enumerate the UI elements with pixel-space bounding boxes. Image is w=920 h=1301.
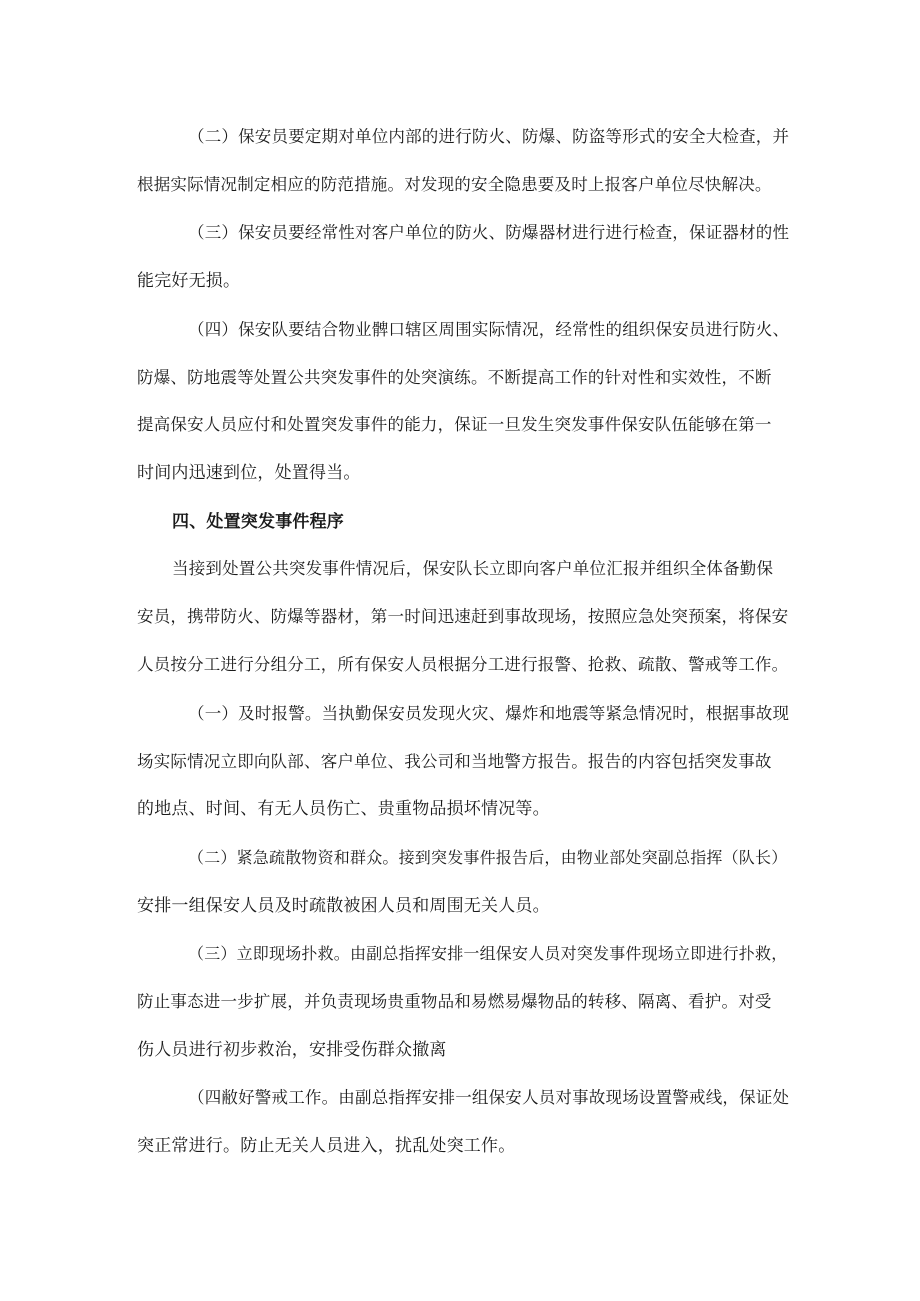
text-line: 安员，携带防火、防爆等器材，第一时间迅速赶到事故现场，按照应急处突预案，将保安	[137, 607, 789, 626]
text-line: 根据实际情况制定相应的防范措施。对发现的安全隐患要及时上报客户单位尽快解决。	[137, 175, 772, 194]
text-line: （四敝好警戒工作。由副总指挥安排一组保安人员对事故现场设置警戒线，保证处	[188, 1088, 790, 1107]
text-line: （一）及时报警。当执勤保安员发现火灾、爆炸和地震等紧急情况时，根据事故现	[188, 704, 790, 723]
text-line: 能完好无损。	[137, 271, 241, 291]
text-line: 防爆、防地震等处置公共突发事件的处突演练。不断提高工作的针对性和实效性，不断	[137, 368, 772, 387]
text-line: 人员按分工进行分组分工，所有保安人员根据分工进行报警、抢救、疏散、警戒等工作。	[137, 655, 789, 674]
text-line: （三）保安员要经常性对客户单位的防火、防爆器材进行进行检查，保证器材的性	[188, 223, 790, 242]
text-line: 突正常进行。防止无关人员进入，扰乱处突工作。	[137, 1136, 516, 1156]
text-line: （三）立即现场扑救。由副总指挥安排一组保安人员对突发事件现场立即进行扑救，	[188, 944, 788, 963]
text-line: 的地点、时间、有无人员伤亡、贵重物品损坏情况等。	[137, 799, 550, 819]
text-line: 安排一组保安人员及时疏散被困人员和周围无关人员。	[137, 896, 550, 916]
text-line: 伤人员进行初步救治，安排受伤群众撤离	[137, 1040, 447, 1060]
text-line: （四）保安队要结合物业髀口辖区周围实际情况，经常性的组织保安员进行防火、	[188, 320, 790, 339]
section-heading: 四、处置突发事件程序	[172, 512, 344, 532]
text-line: 提高保安人员应付和处置突发事件的能力，保证一旦发生突发事件保安队伍能够在第一	[137, 415, 772, 434]
text-line: 当接到处置公共突发事件情况后，保安队长立即向客户单位汇报并组织全体备勤保	[172, 559, 774, 578]
text-line: 防止事态进一步扩展，并负责现场贵重物品和易燃易爆物品的转移、隔离、看护。对受	[137, 992, 772, 1011]
text-line: 场实际情况立即向队部、客户单位、我公司和当地警方报告。报告的内容包括突发事故	[137, 752, 772, 771]
text-line: （二）紧急疏散物资和群众。接到突发事件报告后，由物业部处突副总指挥（队长）	[188, 848, 788, 867]
text-line: （二）保安员要定期对单位内部的进行防火、防爆、防盗等形式的安全大检查，并	[188, 127, 790, 146]
text-line: 时间内迅速到位，处置得当。	[137, 463, 361, 483]
